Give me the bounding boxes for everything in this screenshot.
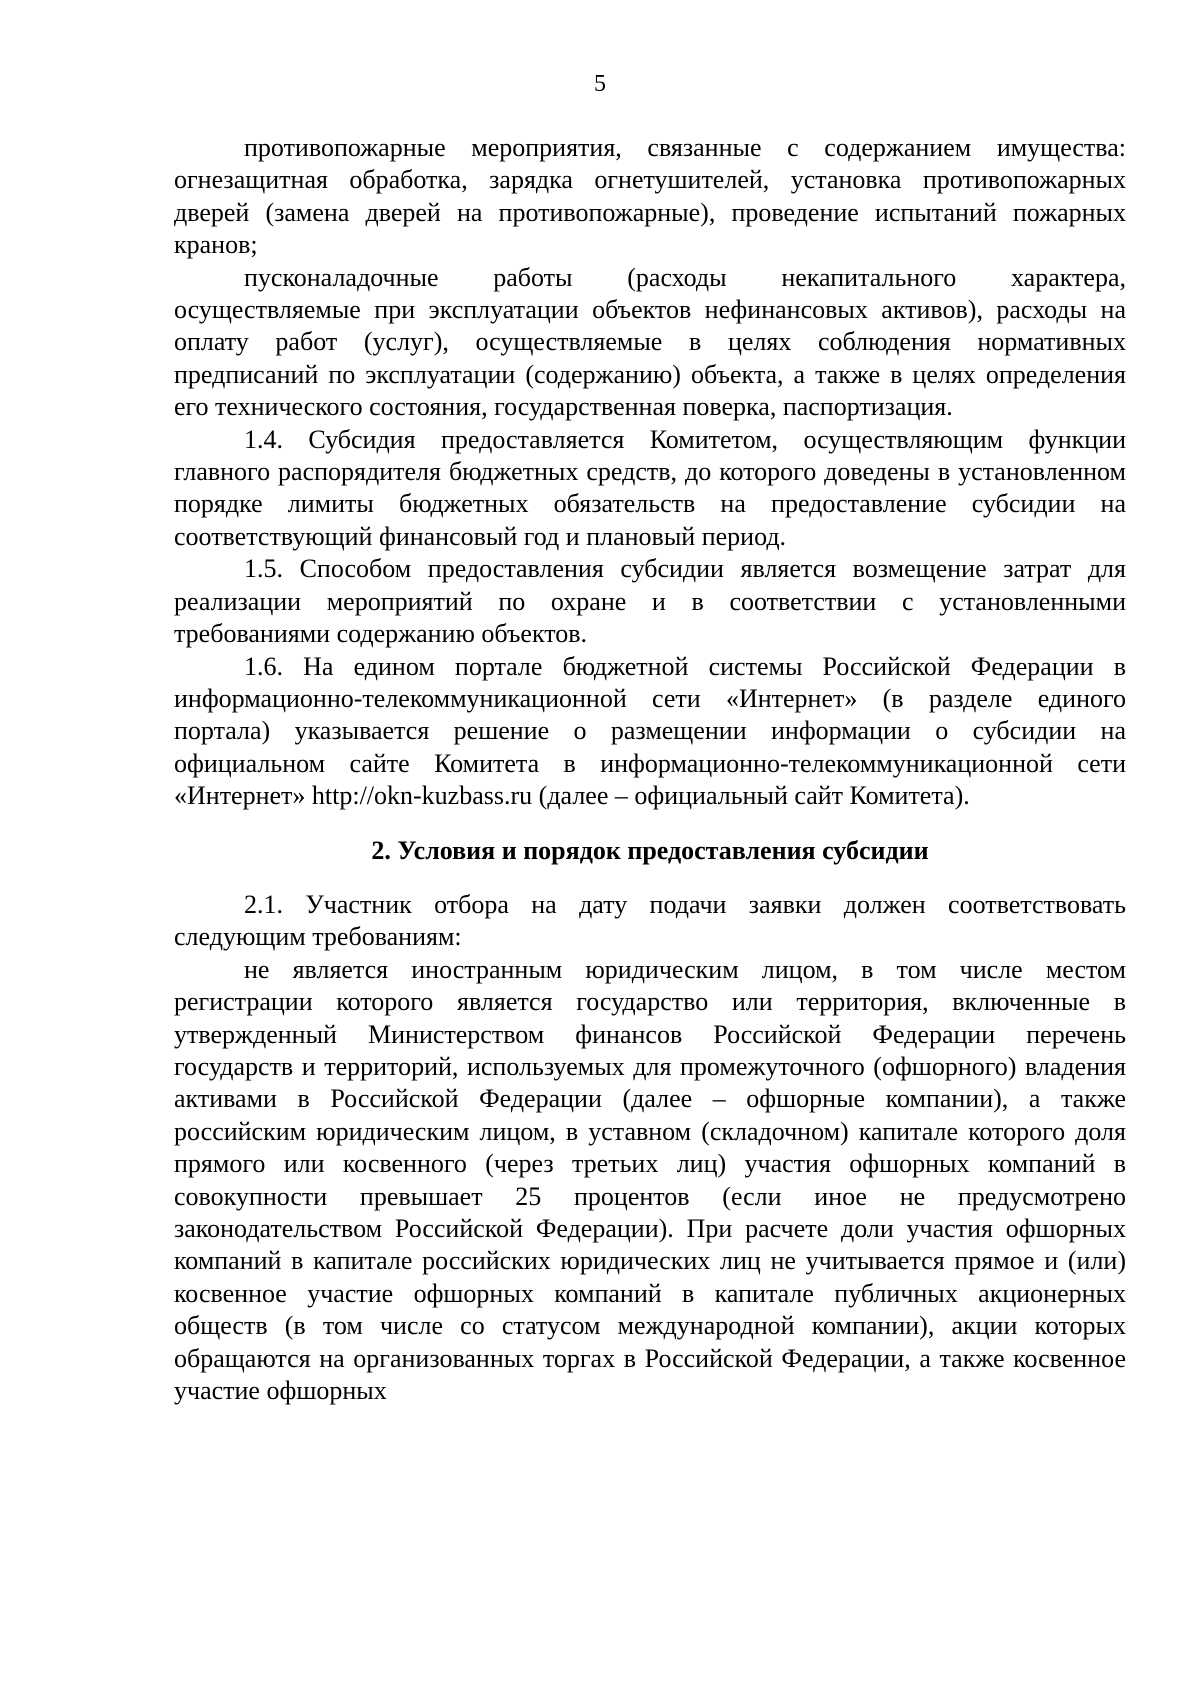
section-2-heading: 2. Условия и порядок предоставления субсидии (371, 835, 929, 865)
paragraph-fire-safety-measures: противопожарные мероприятия, связанные с содержанием имущества: огнезащитная обработка, зарядка огнетушителей, установка противопожарных дверей (замена дверей на противопожарные), проведение испытаний пожарных кранов; (174, 133, 1126, 260)
paragraph-2-1: 2.1. Участник отбора на дату подачи заявки должен соответствовать следующим требованиям: (174, 889, 1126, 952)
paragraph-1-4: 1.4. Субсидия предоставляется Комитетом, осуществляющим функции главного распорядителя бюджетных средств, до которого доведены в установленном порядке лимиты бюджетных обязательств на предоставление субсидии на соответствующий финансовый год и плановый период. (174, 424, 1126, 551)
paragraph-1-6: 1.6. На едином портале бюджетной системы Российской Федерации в информационно-телекоммуникационной сети «Интернет» (в разделе единого портала) указывается решение о размещении информации о субсидии на официальном сайте Комитета в информационно-телекоммуникационной сети «Интернет» http://okn-kuzbass.ru (далее – официальный сайт Комитета). (174, 651, 1126, 811)
paragraph-1-5: 1.5. Способом предоставления субсидии является возмещение затрат для реализации мероприятий по охране и в соответствии с установленными требованиями содержанию объектов. (174, 554, 1126, 649)
document-body (174, 132, 1126, 1407)
paragraph-commissioning-works: пусконаладочные работы (расходы некапитального характера, осуществляемые при эксплуатации объектов нефинансовых активов), расходы на оплату работ (услуг), осуществляемые в целях соблюдения нормативных предписаний по эксплуатации (содержанию) объекта, а также в целях определения его технического состояния, государственная поверка, паспортизация. (174, 262, 1126, 422)
paragraph-offshore-requirement: не является иностранным юридическим лицом, в том числе местом регистрации которого является государство или территория, включенные в утвержденный Министерством финансов Российской Федерации перечень государств и территорий, используемых для промежуточного (офшорного) владения активами в Российской Федерации (далее – офшорные компании), а также российским юридическим лицом, в уставном (складочном) капитале которого доля прямого или косвенного (через третьих лиц) участия офшорных компаний в совокупности превышает 25 процентов (если иное не предусмотрено законодательством Российской Федерации). При расчете доли участия офшорных компаний в капитале российских юридических лиц не учитывается прямое и (или) косвенное участие офшорных компаний в капитале публичных акционерных обществ (в том числе со статусом международной компании), акции которых обращаются на организованных торгах в Российской Федерации, а также косвенное участие офшорных (174, 954, 1126, 1406)
page-number: 5 (594, 71, 606, 97)
